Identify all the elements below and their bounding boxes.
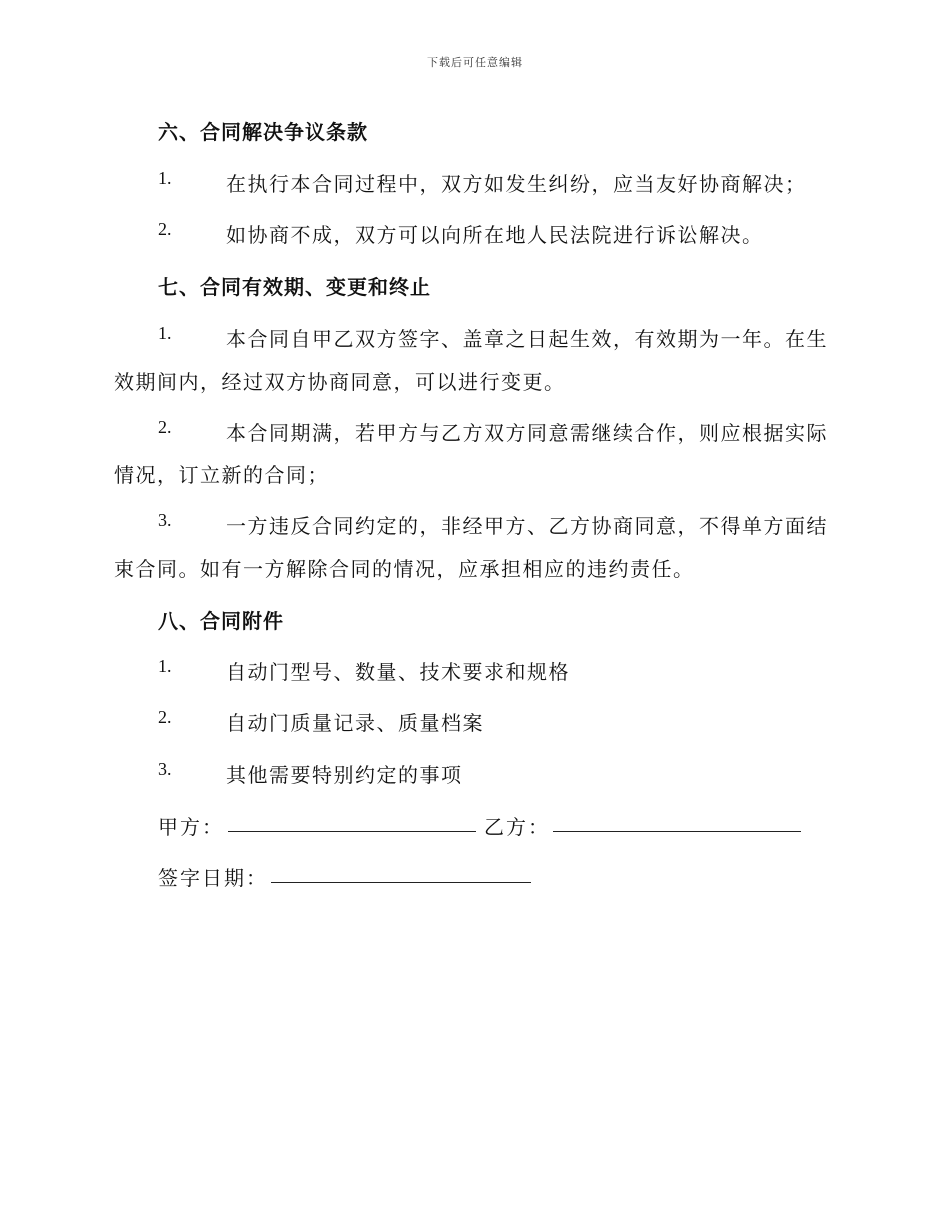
item-number: 2.: [158, 707, 172, 727]
party-a-label: 甲方：: [158, 815, 224, 839]
party-b-signature-blank[interactable]: [553, 831, 801, 832]
section-7-title: 七、合同有效期、变更和终止: [158, 275, 431, 299]
party-a-signature-blank[interactable]: [228, 831, 476, 832]
item-number: 3.: [158, 759, 172, 779]
item-number: 3.: [158, 510, 172, 530]
item-number: 2.: [158, 219, 172, 239]
section-8-title: 八、合同附件: [158, 609, 284, 633]
item-number: 1.: [158, 168, 172, 188]
item-text: 自动门质量记录、质量档案: [226, 711, 484, 735]
sign-date-label: 签字日期：: [158, 866, 268, 890]
item-text: 如协商不成，双方可以向所在地人民法院进行诉讼解决。: [226, 223, 764, 247]
sign-date-blank[interactable]: [271, 882, 531, 883]
section-6-title: 六、合同解决争议条款: [158, 120, 368, 144]
item-text: 一方违反合同约定的，非经甲方、乙方协商同意，不得单方面结: [226, 514, 828, 538]
header-note: 下载后可任意编辑: [427, 56, 523, 69]
item-number: 1.: [158, 656, 172, 676]
item-text: 本合同自甲乙双方签字、盖章之日起生效，有效期为一年。在生: [226, 327, 828, 351]
party-b-label: 乙方：: [484, 815, 550, 839]
item-text: 自动门型号、数量、技术要求和规格: [226, 660, 570, 684]
item-text-continuation: 束合同。如有一方解除合同的情况，应承担相应的违约责任。: [114, 557, 695, 581]
item-text-continuation: 效期间内，经过双方协商同意，可以进行变更。: [114, 370, 566, 394]
item-text-continuation: 情况，订立新的合同；: [114, 463, 329, 487]
item-text: 本合同期满，若甲方与乙方双方同意需继续合作，则应根据实际: [226, 421, 828, 445]
item-text: 其他需要特别约定的事项: [226, 763, 463, 787]
item-number: 2.: [158, 417, 172, 437]
item-number: 1.: [158, 323, 172, 343]
item-text: 在执行本合同过程中，双方如发生纠纷，应当友好协商解决；: [226, 172, 807, 196]
